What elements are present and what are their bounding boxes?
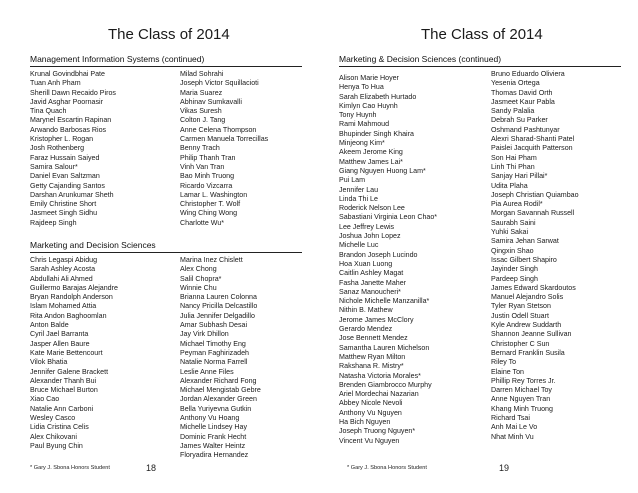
graduate-name: Natalie Norma Farrell: [180, 358, 248, 367]
graduate-name: Elaine Ton: [491, 367, 524, 376]
graduate-name: Caitlin Ashley Magat: [339, 269, 404, 278]
honors-footnote: * Gary J. Sbona Honors Student: [347, 465, 427, 471]
graduate-name: Justin Odell Stuart: [491, 311, 549, 320]
graduate-name: Jordan Alexander Green: [180, 395, 257, 404]
graduate-name: Alexri Sharad-Shanti Patel: [491, 135, 575, 144]
page-number: 19: [499, 463, 510, 473]
graduate-name: Sanjay Hari Pillai*: [491, 172, 548, 181]
section-heading-mis: Management Information Systems (continued): [30, 54, 205, 64]
name-list-marketing-col1: [30, 256, 118, 451]
graduate-name: Anne Celena Thompson: [180, 125, 257, 134]
graduate-name: Abhinav Sumkavalli: [180, 97, 242, 106]
graduate-name: Linh Thi Phan: [491, 162, 535, 171]
graduate-name: Paislei Jacquith Patterson: [491, 144, 573, 153]
graduate-name: Lidia Cristina Celis: [30, 423, 89, 432]
graduate-name: Minjeong Kim*: [339, 139, 385, 148]
graduate-name: Carmen Manuela Torrecillas: [180, 135, 269, 144]
graduate-name: Vincent Vu Nguyen: [339, 436, 400, 445]
graduate-name: Javid Asghar Poornasir: [30, 97, 103, 106]
graduate-name: Xiao Cao: [30, 395, 60, 404]
graduate-name: Tony Huynh: [339, 111, 377, 120]
graduate-name: Giang Nguyen Huong Lam*: [339, 166, 426, 175]
graduate-name: Alex Chong: [180, 265, 217, 274]
graduate-name: Jayinder Singh: [491, 265, 538, 274]
graduate-name: Tina Quach: [30, 107, 67, 116]
graduate-name: Nithin B. Mathew: [339, 306, 393, 315]
graduate-name: Arwando Barbosas Rios: [30, 125, 107, 134]
graduate-name: Josh Rothenberg: [30, 144, 85, 153]
graduate-name: Bruce Michael Burton: [30, 386, 98, 395]
name-list-marketing-cont-col2: [491, 70, 579, 442]
graduate-name: Riley To: [491, 358, 517, 367]
graduate-name: Kristopher L. Rogan: [30, 135, 94, 144]
graduate-name: Jose Bennett Mendez: [339, 334, 408, 343]
graduate-name: Gerardo Mendez: [339, 325, 393, 334]
graduate-name: Matthew James Lai*: [339, 157, 403, 166]
graduate-name: Nancy Pricilla Delcastillo: [180, 302, 258, 311]
graduate-name: Jennifer Galene Brackett: [30, 367, 109, 376]
graduate-name: Morgan Savannah Russell: [491, 209, 575, 218]
graduate-name: James Edward Skardoutos: [491, 283, 576, 292]
graduate-name: Rita Andon Baghoomlan: [30, 311, 107, 320]
section-heading-marketing-continued: Marketing & Decision Sciences (continued): [339, 54, 502, 64]
graduate-name: Chris Legaspi Abidug: [30, 256, 98, 264]
graduate-name: Amar Subhash Desai: [180, 321, 248, 330]
graduate-name: Sarah Ashley Acosta: [30, 265, 96, 274]
section-divider: [339, 66, 621, 67]
graduate-name: Rami Mahmoud: [339, 120, 390, 129]
graduate-name: Joseph Victor Squillacioti: [180, 79, 259, 88]
graduate-name: Shannon Jeanne Sullivan: [491, 330, 572, 339]
name-list-mis-col2: [180, 70, 268, 228]
graduate-name: Hoa Xuan Luong: [339, 259, 393, 268]
graduate-name: Pardeep Singh: [491, 274, 538, 283]
graduate-name: Anthony Vu Hoang: [180, 414, 240, 423]
section-divider: [30, 252, 302, 253]
graduate-name: Abdullahi Ali Ahmed: [30, 274, 93, 283]
graduate-name: Yuhki Sakai: [491, 228, 529, 237]
graduate-name: Wing Ching Wong: [180, 209, 238, 218]
page-title: The Class of 2014: [421, 26, 543, 43]
graduate-name: Krunal Govindbhai Pate: [30, 70, 105, 78]
graduate-name: Rajdeep Singh: [30, 218, 77, 227]
graduate-name: Lee Jeffrey Lewis: [339, 222, 395, 231]
graduate-name: Dominic Frank Hecht: [180, 432, 247, 441]
graduate-name: Michael Mengistab Gebre: [180, 386, 261, 395]
graduate-name: Oshmand Pashtunyar: [491, 125, 560, 134]
graduate-name: Floryadira Hernandez: [180, 451, 249, 460]
name-list-marketing-cont-col1: [339, 74, 437, 446]
graduate-name: Lamar L. Washington: [180, 190, 248, 199]
graduate-name: Tuan Anh Pham: [30, 79, 81, 88]
graduate-name: Bhupinder Singh Khaira: [339, 129, 414, 138]
graduate-name: Phillip Rey Torres Jr.: [491, 376, 556, 385]
graduate-name: Alexander Richard Fong: [180, 376, 257, 385]
graduate-name: Vinh Van Tran: [180, 162, 225, 171]
graduate-name: Faraz Hussain Saiyed: [30, 153, 100, 162]
graduate-name: Samira Jehan Sarwat: [491, 237, 559, 246]
graduate-name: Vikas Suresh: [180, 107, 222, 116]
graduate-name: Maria Suarez: [180, 88, 223, 97]
graduate-name: Daniel Evan Saltzman: [30, 172, 100, 181]
graduate-name: Saurabh Saini: [491, 218, 536, 227]
graduate-name: Manuel Alejandro Solis: [491, 293, 564, 302]
graduate-name: Son Hai Pham: [491, 153, 537, 162]
graduate-name: Paul Byung Chin: [30, 441, 83, 450]
graduate-name: Tyler Ryan Stetson: [491, 302, 551, 311]
graduate-name: Sanaz Manoucheri*: [339, 287, 401, 296]
graduate-name: Linda Thi Le: [339, 194, 378, 203]
graduate-name: Joseph Truong Nguyen*: [339, 427, 416, 436]
graduate-name: Julia Jennifer Delgadillo: [180, 311, 255, 320]
graduate-name: Kate Marie Bettencourt: [30, 348, 103, 357]
graduate-name: Samantha Lauren Michelson: [339, 343, 430, 352]
graduate-name: Jennifer Lau: [339, 185, 379, 194]
graduate-name: Jasper Allen Baure: [30, 339, 90, 348]
page-number: 18: [146, 463, 157, 473]
graduate-name: Marynel Escartin Rapinan: [30, 116, 112, 125]
honors-footnote: * Gary J. Sbona Honors Student: [30, 465, 110, 471]
graduate-name: James Walter Heintz: [180, 441, 246, 450]
graduate-name: Debrah Su Parker: [491, 116, 548, 125]
graduate-name: Christopher C Sun: [491, 339, 550, 348]
graduate-name: Richard Tsai: [491, 413, 530, 422]
graduate-name: Winnie Chu: [180, 283, 217, 292]
graduate-name: Jasmeet Kaur Pabla: [491, 97, 555, 106]
graduate-name: Sarah Elizabeth Hurtado: [339, 92, 417, 101]
graduate-name: Nhat Minh Vu: [491, 432, 534, 441]
graduate-name: Ha Bich Nguyen: [339, 417, 391, 426]
graduate-name: Jay Virk Dhillon: [180, 330, 229, 339]
graduate-name: Alison Marie Hoyer: [339, 74, 399, 82]
graduate-name: Benny Trach: [180, 144, 220, 153]
page-title: The Class of 2014: [108, 26, 230, 43]
graduate-name: Samira Salour*: [30, 162, 78, 171]
graduate-name: Qingxin Shao: [491, 246, 534, 255]
graduate-name: Bryan Randolph Anderson: [30, 293, 113, 302]
graduate-name: Christopher T. Wolf: [180, 200, 241, 209]
graduate-name: Charlotte Wu*: [180, 218, 225, 227]
graduate-name: Nichole Michelle Manzanilla*: [339, 297, 430, 306]
graduate-name: Darshan Arunkumar Sheth: [30, 190, 114, 199]
graduate-name: Getty Cajanding Santos: [30, 181, 105, 190]
name-list-marketing-col2: [180, 256, 261, 461]
graduate-name: Kyle Andrew Suddarth: [491, 321, 562, 330]
graduate-name: Henya To Hua: [339, 83, 384, 92]
graduate-name: Natasha Victoria Morales*: [339, 371, 421, 380]
page-19: [319, 0, 638, 493]
graduate-name: Emily Christine Short: [30, 200, 97, 209]
graduate-name: Colton J. Tang: [180, 116, 226, 125]
graduate-name: Wesley Casco: [30, 414, 76, 423]
graduate-name: Peyman Faghirizadeh: [180, 348, 250, 357]
graduate-name: Pia Aurea Rodil*: [491, 200, 543, 209]
section-heading-marketing: Marketing and Decision Sciences: [30, 240, 156, 250]
graduate-name: Michael Timothy Eng: [180, 339, 246, 348]
graduate-name: Pui Lam: [339, 176, 366, 185]
graduate-name: Sabastiani Virginia Leon Chao*: [339, 213, 438, 222]
graduate-name: Jasmeet Singh Sidhu: [30, 209, 98, 218]
graduate-name: Joseph Christian Quiambao: [491, 190, 579, 199]
graduate-name: Michelle Luc: [339, 241, 379, 250]
graduate-name: Bruno Eduardo Oliviera: [491, 70, 565, 78]
graduate-name: Akeem Jerome King: [339, 148, 403, 157]
graduate-name: Yesenia Ortega: [491, 79, 540, 88]
graduate-name: Philip Thanh Tran: [180, 153, 236, 162]
graduate-name: Udita Plaha: [491, 181, 528, 190]
graduate-name: Roderick Nelson Lee: [339, 204, 405, 213]
graduate-name: Alex Chikovani: [30, 432, 77, 441]
graduate-name: Guillermo Barajas Alejandre: [30, 283, 118, 292]
section-divider: [30, 66, 302, 67]
name-list-mis-col1: [30, 70, 116, 228]
graduate-name: Marina Inez Chislett: [180, 256, 243, 264]
graduate-name: Issac Gilbert Shapiro: [491, 255, 557, 264]
graduate-name: Anton Balde: [30, 321, 69, 330]
graduate-name: Anthony Vu Nguyen: [339, 408, 402, 417]
graduate-name: Rakshana R. Mistry*: [339, 362, 404, 371]
graduate-name: Joshua John Lopez: [339, 232, 401, 241]
graduate-name: Kimlyn Cao Huynh: [339, 101, 398, 110]
graduate-name: Thomas David Orth: [491, 88, 553, 97]
graduate-name: Brenden Giambrocco Murphy: [339, 380, 432, 389]
graduate-name: Cyril Jael Barranta: [30, 330, 89, 339]
graduate-name: Natalie Ann Carboni: [30, 404, 94, 413]
graduate-name: Ariel Mordechai Nazarian: [339, 390, 419, 399]
graduate-name: Anh Mai Le Vo: [491, 423, 538, 432]
graduate-name: Vilok Bhatia: [30, 358, 68, 367]
graduate-name: Michelle Lindsey Hay: [180, 423, 248, 432]
graduate-name: Leslie Anne Files: [180, 367, 234, 376]
graduate-name: Darren Michael Toy: [491, 386, 552, 395]
graduate-name: Alexander Thanh Bui: [30, 376, 97, 385]
graduate-name: Jerome James McClory: [339, 315, 414, 324]
graduate-name: Bao Minh Truong: [180, 172, 235, 181]
graduate-name: Anne Nguyen Tran: [491, 395, 551, 404]
graduate-name: Islam Mohamed Attia: [30, 302, 97, 311]
graduate-name: Abbey Nicole Nevoli: [339, 399, 403, 408]
graduate-name: Sherill Dawn Recaido Piros: [30, 88, 116, 97]
graduate-name: Khang Minh Truong: [491, 404, 553, 413]
graduate-name: Bella Yuriyevna Gutkin: [180, 404, 252, 413]
graduate-name: Fasha Janette Maher: [339, 278, 407, 287]
graduate-name: Sandy Palalia: [491, 107, 535, 116]
graduate-name: Salil Chopra*: [180, 274, 222, 283]
graduate-name: Brianna Lauren Colonna: [180, 293, 257, 302]
graduate-name: Ricardo Vizcarra: [180, 181, 233, 190]
graduate-name: Bernard Franklin Susila: [491, 348, 565, 357]
graduate-name: Matthew Ryan Milton: [339, 352, 406, 361]
graduate-name: Milad Sohrahi: [180, 70, 224, 78]
graduate-name: Brandon Joseph Lucindo: [339, 250, 418, 259]
